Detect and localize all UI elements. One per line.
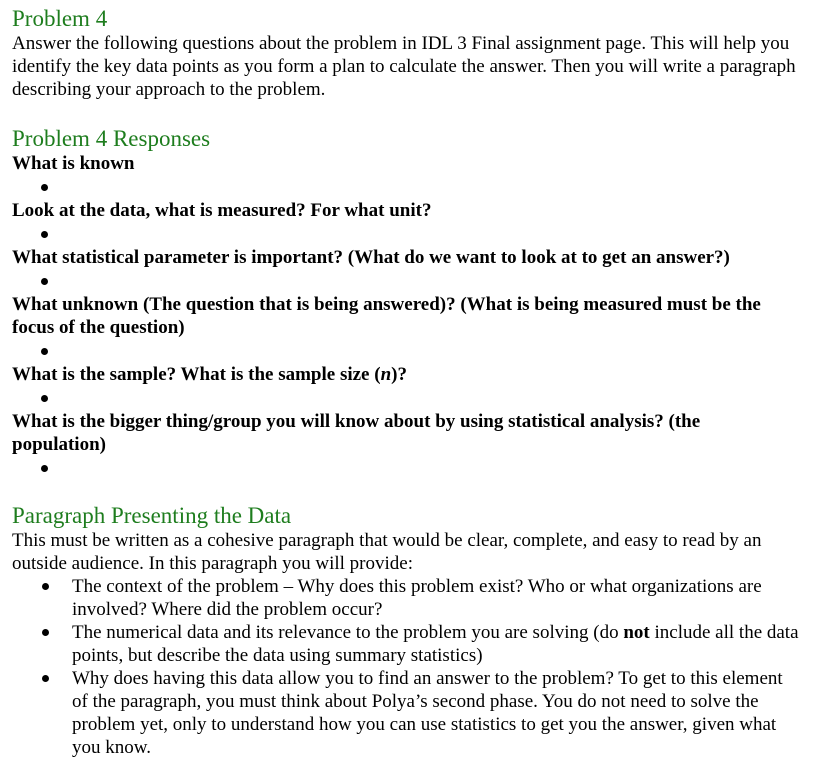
responses-heading: Problem 4 Responses <box>12 126 211 151</box>
list-item-text-end: include all the data points, but describe the data using summary statistics) <box>72 622 799 666</box>
bullet-dot <box>41 465 48 472</box>
question-population: What is the bigger thing/group you will know about by using statistical analysis? (the population) <box>12 411 701 455</box>
empty-bullet-measured <box>12 222 825 246</box>
question-known: What is known <box>12 153 135 174</box>
question-unknown: What unknown (The question that is being answered)? (What is being measured must be the focus of the question) <box>12 294 761 338</box>
empty-bullet-parameter <box>12 269 825 293</box>
problem4-intro: Answer the following questions about the problem in IDL 3 Final assignment page. This will help you identify the key data points as you form a plan to calculate the answer. Then you will write a paragraph describing your approach to the problem. <box>12 33 796 100</box>
question-measured: Look at the data, what is measured? For what unit? <box>12 200 432 221</box>
empty-bullet-population <box>12 456 825 480</box>
bullet-dot <box>41 278 48 285</box>
question-sample-end: )? <box>391 364 407 385</box>
list-item-text: The context of the problem – Why does this problem exist? Who or what organizations are involved? Where did the problem occur? <box>72 576 762 620</box>
empty-bullet-unknown <box>12 339 825 363</box>
bullet-dot <box>41 395 48 402</box>
empty-bullet-sample <box>12 386 825 410</box>
empty-bullet-known <box>12 175 825 199</box>
list-item-text: The numerical data and its relevance to the problem you are solving (do <box>72 622 624 643</box>
problem4-heading: Problem 4 <box>12 6 108 31</box>
list-item-text: Why does having this data allow you to find an answer to the problem? To get to this element of the paragraph, you must think about Polya’s second phase. You do not need to solve the problem yet, only to understand how you can use statistics to get you the answer, given what you know. <box>72 668 783 758</box>
bullet-dot <box>42 675 49 682</box>
bullet-dot <box>42 629 49 636</box>
question-sample <box>12 363 825 386</box>
question-sample-text: What is the sample? What is the sample size ( <box>12 364 381 385</box>
spacer <box>12 101 825 126</box>
question-parameter: What statistical parameter is important? (What do we want to look at to get an answer?) <box>12 247 730 268</box>
spacer <box>12 480 825 503</box>
list-item-why-data <box>12 667 802 759</box>
list-item-numerical-data <box>12 621 802 667</box>
list-item-context <box>12 575 802 621</box>
bullet-dot <box>41 348 48 355</box>
paragraph-intro: This must be written as a cohesive paragraph that would be clear, complete, and easy to read by an outside audience. In this paragraph you will provide: <box>12 530 762 574</box>
paragraph-requirements-list <box>12 575 825 759</box>
paragraph-heading: Paragraph Presenting the Data <box>12 503 292 528</box>
emphasis-not: not <box>623 622 650 643</box>
bullet-dot <box>41 231 48 238</box>
sample-size-variable: n <box>380 364 392 385</box>
bullet-dot <box>41 184 48 191</box>
bullet-dot <box>42 583 49 590</box>
